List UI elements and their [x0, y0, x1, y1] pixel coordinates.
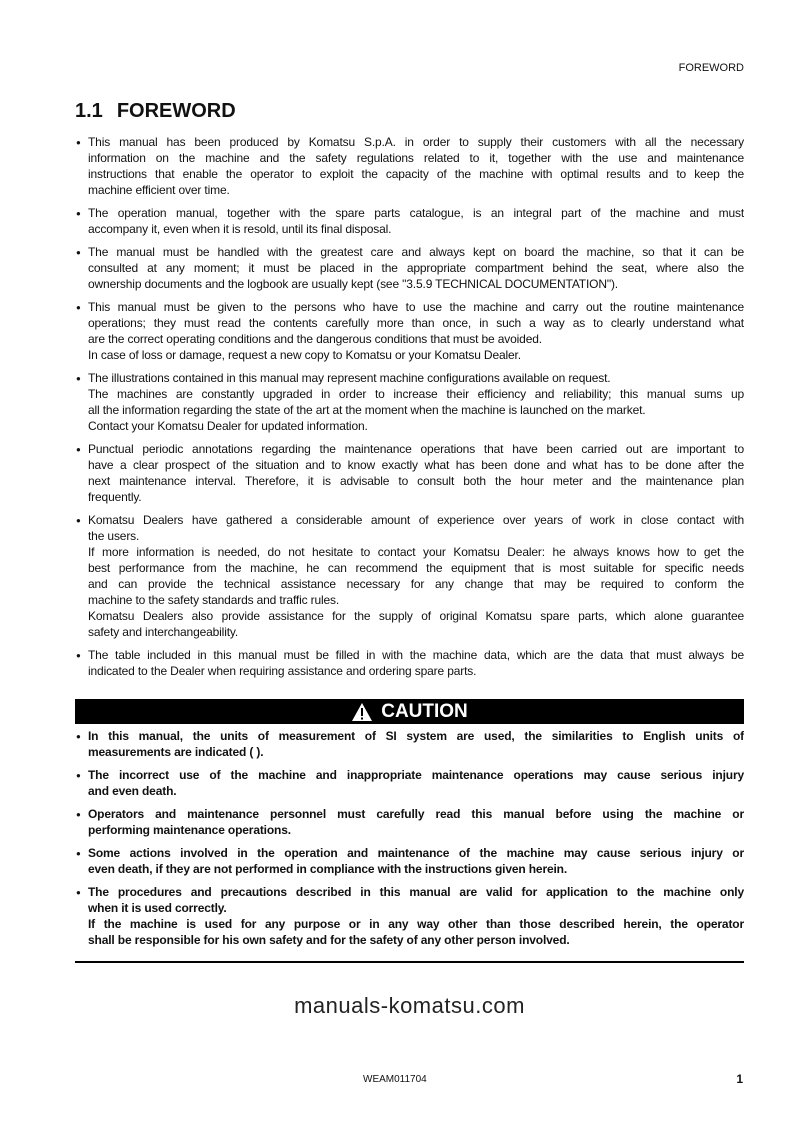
bullet-paragraph — [75, 806, 744, 838]
section-divider — [75, 961, 744, 963]
paragraph-line: next maintenance interval. Therefore, it is advisable to consult both the hour meter and the maintenance plan — [88, 474, 744, 488]
paragraph-line: Operators and maintenance personnel must carefully read this manual before using the machine or — [88, 807, 744, 821]
paragraph-line: best performance from the machine, he can recommend the equipment that is most suitable for specific needs — [88, 561, 744, 575]
caution-banner — [75, 699, 744, 724]
bullet-paragraph — [75, 512, 744, 640]
page-title — [75, 100, 250, 123]
document-body — [75, 134, 744, 1019]
paragraph-line: accompany it, even when it is resold, until its final disposal. — [88, 222, 392, 236]
paragraph-line: In this manual, the units of measurement of SI system are used, the similarities to English units of — [88, 729, 744, 743]
paragraph-line: have a clear prospect of the situation and to know exactly what has been done and what has to be done after the — [88, 458, 744, 472]
paragraph-line: ownership documents and the logbook are usually kept (see "3.5.9 TECHNICAL DOCUMENTATION"). — [88, 277, 618, 291]
paragraph-line: instructions that enable the operator to exploit the capacity of the machine with optimal results and to keep the — [88, 167, 744, 181]
paragraph-line: The procedures and precautions described in this manual are valid for application to the machine only — [88, 885, 744, 899]
paragraph-line: Komatsu Dealers have gathered a considerable amount of experience over years of work in close contact with — [88, 513, 744, 527]
paragraph-line: operations; they must read the contents carefully more than once, in such a way as to clearly understand what — [88, 316, 744, 330]
paragraph-line: In case of loss or damage, request a new copy to Komatsu or your Komatsu Dealer. — [88, 348, 521, 362]
paragraph-line: The operation manual, together with the spare parts catalogue, is an integral part of the machine and must — [88, 206, 744, 220]
caution-paragraphs — [75, 728, 744, 955]
paragraph-line: frequently. — [88, 490, 142, 504]
paragraph-line: machine to the safety standards and traffic rules. — [88, 593, 340, 607]
bullet-paragraph — [75, 728, 744, 760]
paragraph-line: indicated to the Dealer when requiring assistance and ordering spare parts. — [88, 664, 477, 678]
bullet-icon: ● — [76, 445, 81, 454]
bullet-paragraph — [75, 441, 744, 505]
bullet-icon: ● — [76, 138, 81, 147]
bullet-icon: ● — [76, 810, 81, 819]
bullet-paragraph — [75, 845, 744, 877]
paragraph-line: even death, if they are not performed in compliance with the instructions given herein. — [88, 862, 568, 876]
bullet-icon: ● — [76, 888, 81, 897]
paragraph-line: shall be responsible for his own safety and for the safety of any other person involved. — [88, 933, 570, 947]
bullet-icon: ● — [76, 209, 81, 218]
bullet-icon: ● — [76, 516, 81, 525]
document-code: WEAM011704 — [363, 1074, 427, 1085]
paragraph-line: Contact your Komatsu Dealer for updated information. — [88, 419, 368, 433]
paragraph-line: If the machine is used for any purpose or in any way other than those described herein, the operator — [88, 917, 744, 931]
bullet-paragraph — [75, 884, 744, 948]
paragraph-line: when it is used correctly. — [88, 901, 227, 915]
section-number: 1.1 — [75, 100, 103, 122]
watermark-area — [75, 993, 744, 1019]
paragraph-line: measurements are indicated ( ). — [88, 745, 264, 759]
bullet-icon: ● — [76, 849, 81, 858]
caution-label: CAUTION — [381, 700, 468, 722]
bullet-paragraph — [75, 244, 744, 292]
watermark: manuals-komatsu.com — [294, 993, 525, 1018]
paragraph-line: all the information regarding the state of the art at the moment when the machine is launched on the market. — [88, 403, 646, 417]
paragraph-line: consulted at any moment; it must be placed in the appropriate compartment behind the seat, where also the — [88, 261, 744, 275]
paragraph-line: Some actions involved in the operation and maintenance of the machine may cause serious injury or — [88, 846, 744, 860]
paragraph-line: information on the machine and the safety regulations related to it, together with the use and maintenance — [88, 151, 744, 165]
bullet-paragraph — [75, 299, 744, 363]
bullet-paragraph — [75, 134, 744, 198]
paragraph-line: machine efficient over time. — [88, 183, 230, 197]
running-header: FOREWORD — [678, 62, 744, 74]
bullet-icon: ● — [76, 303, 81, 312]
section-title: FOREWORD — [116, 100, 236, 122]
page-number: 1 — [736, 1072, 743, 1086]
paragraph-line: safety and interchangeability. — [88, 625, 239, 639]
paragraph-line: Komatsu Dealers also provide assistance for the supply of original Komatsu spare parts, which alone guarantee — [88, 609, 744, 623]
paragraph-line: performing maintenance operations. — [88, 823, 291, 837]
paragraph-line: and even death. — [88, 784, 177, 798]
paragraph-line: the users. — [88, 529, 140, 543]
paragraph-line: This manual must be given to the persons who have to use the machine and carry out the routine maintenance — [88, 300, 744, 314]
paragraph-line: The table included in this manual must be filled in with the machine data, which are the data that must always be — [88, 648, 744, 662]
paragraph-line: If more information is needed, do not hesitate to contact your Komatsu Dealer: he always knows how to get the — [88, 545, 744, 559]
bullet-paragraph — [75, 370, 744, 434]
paragraph-line: The incorrect use of the machine and inappropriate maintenance operations may cause serious injury — [88, 768, 744, 782]
paragraph-line: The illustrations contained in this manual may represent machine configurations available on request. — [88, 371, 611, 385]
bullet-paragraph — [75, 647, 744, 679]
paragraph-line: Punctual periodic annotations regarding the maintenance operations that have been carried out are important to — [88, 442, 744, 456]
paragraph-line: and can provide the technical assistance necessary for any change that may be required to conform the — [88, 577, 744, 591]
bullet-paragraph — [75, 205, 744, 237]
bullet-icon: ● — [76, 374, 81, 383]
warning-triangle-icon — [351, 702, 373, 722]
foreword-paragraphs — [75, 134, 744, 686]
bullet-paragraph — [75, 767, 744, 799]
paragraph-line: are the correct operating conditions and the dangerous conditions that must be avoided. — [88, 332, 542, 346]
bullet-icon: ● — [76, 651, 81, 660]
bullet-icon: ● — [76, 248, 81, 257]
bullet-icon: ● — [76, 732, 81, 741]
paragraph-line: This manual has been produced by Komatsu S.p.A. in order to supply their customers with all the necessary — [88, 135, 744, 149]
paragraph-line: The manual must be handled with the greatest care and always kept on board the machine, so that it can be — [88, 245, 744, 259]
paragraph-line: The machines are constantly upgraded in order to increase their efficiency and reliability; this manual sums up — [88, 387, 744, 401]
bullet-icon: ● — [76, 771, 81, 780]
